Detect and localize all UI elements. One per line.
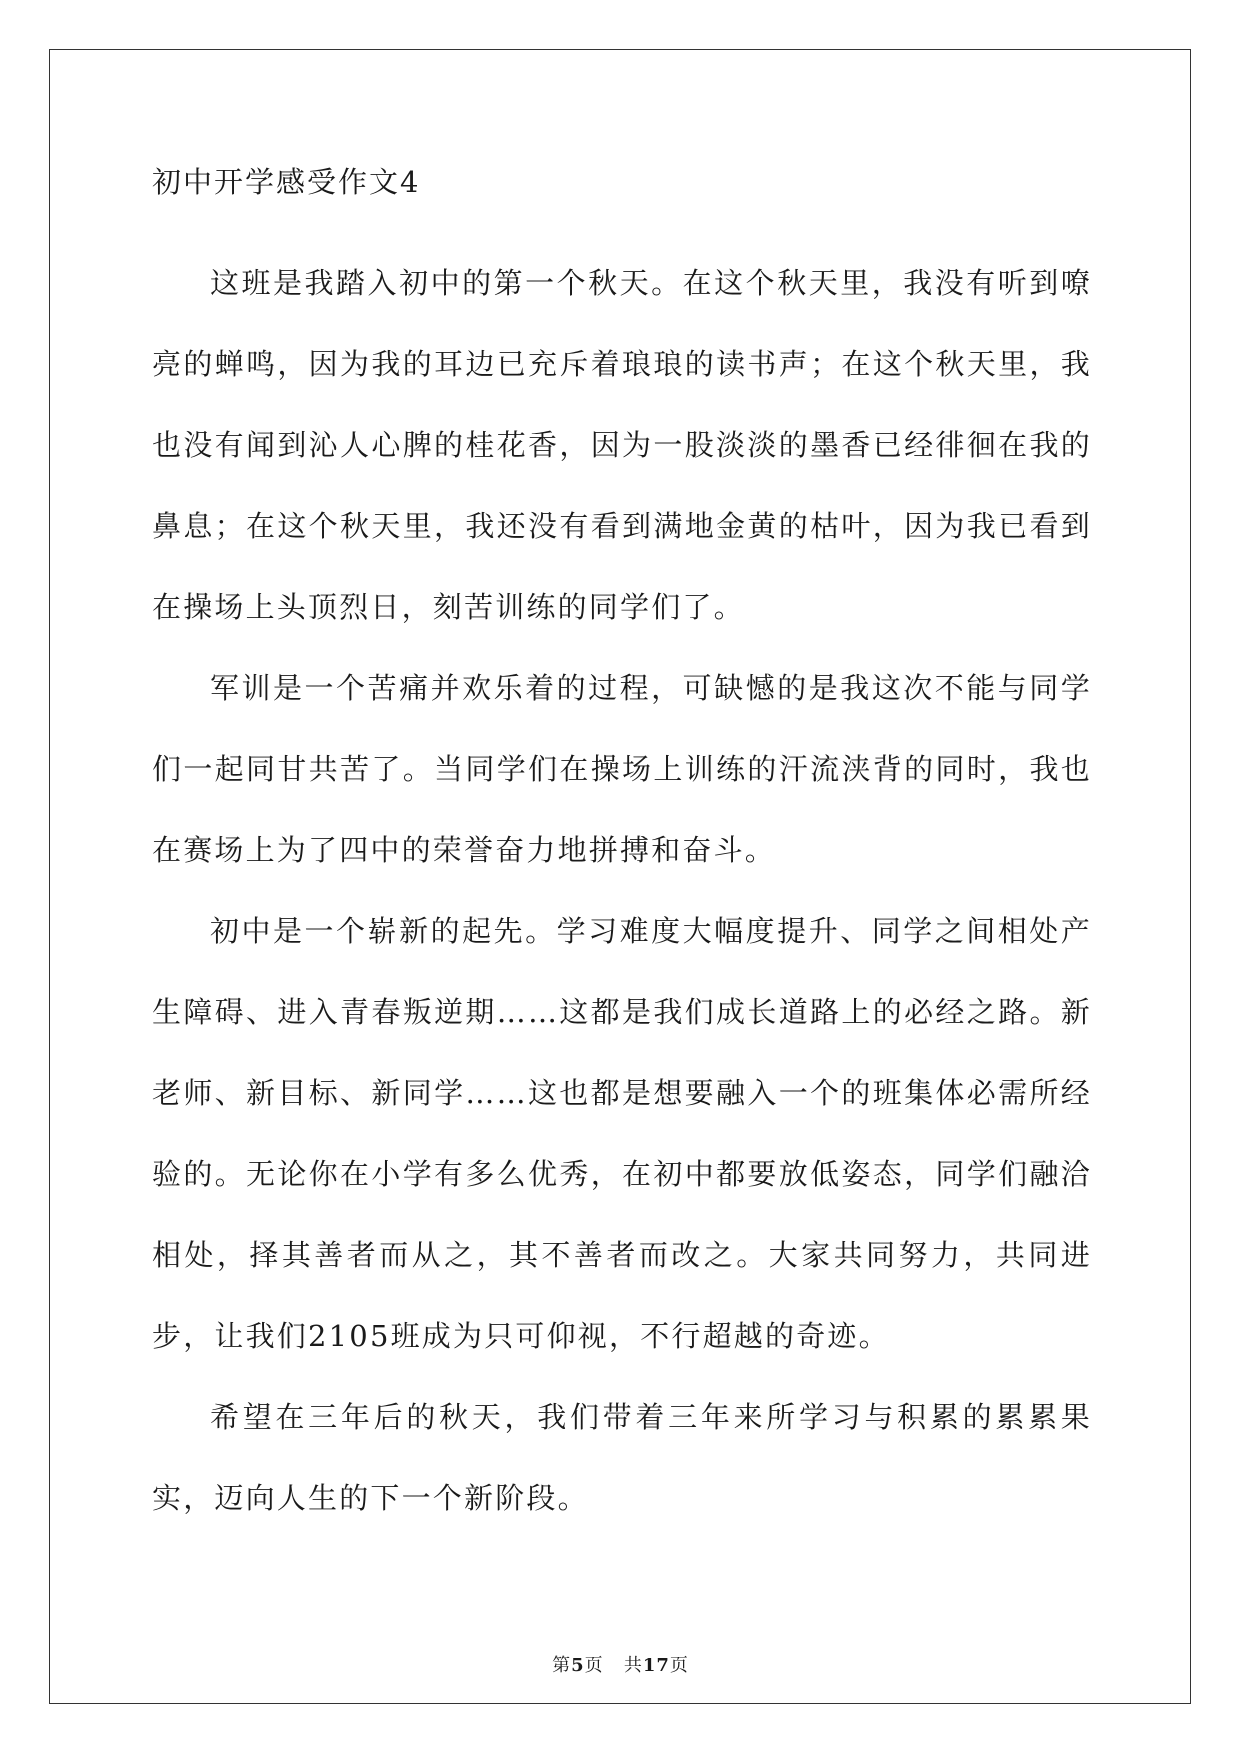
footer-prefix: 第 — [552, 1655, 572, 1676]
footer-total-unit: 页 — [669, 1655, 689, 1676]
footer-total-prefix: 共 — [623, 1655, 643, 1676]
footer-current-page: 5 — [571, 1655, 585, 1676]
document-body — [152, 162, 1092, 1539]
paragraph-1: 这班是我踏入初中的第一个秋天。在这个秋天里，我没有听到嘹亮的蝉鸣，因为我的耳边已充斥着琅琅的读书声；在这个秋天里，我也没有闻到沁人心脾的桂花香，因为一股淡淡的墨香已经徘徊在我的鼻息；在这个秋天里，我还没有看到满地金黄的枯叶，因为我已看到在操场上头顶烈日，刻苦训练的同学们了。 — [152, 266, 1092, 624]
footer-total-pages: 17 — [642, 1655, 670, 1676]
document-title: 初中开学感受作文4 — [152, 165, 421, 199]
page-footer — [0, 1654, 1241, 1678]
paragraph-4: 希望在三年后的秋天，我们带着三年来所学习与积累的累累果实，迈向人生的下一个新阶段。 — [152, 1400, 1092, 1515]
paragraph-2: 军训是一个苦痛并欢乐着的过程，可缺憾的是我这次不能与同学们一起同甘共苦了。当同学们在操场上训练的汗流浃背的同时，我也在赛场上为了四中的荣誉奋力地拼搏和奋斗。 — [152, 671, 1092, 867]
paragraph-3: 初中是一个崭新的起先。学习难度大幅度提升、同学之间相处产生障碍、进入青春叛逆期……这都是我们成长道路上的必经之路。新老师、新目标、新同学……这也都是想要融入一个的班集体必需所经验的。无论你在小学有多么优秀，在初中都要放低姿态，同学们融洽相处，择其善者而从之，其不善者而改之。大家共同努力，共同进步，让我们2105班成为只可仰视，不行超越的奇迹。 — [152, 914, 1092, 1353]
footer-page-unit: 页 — [584, 1655, 604, 1676]
